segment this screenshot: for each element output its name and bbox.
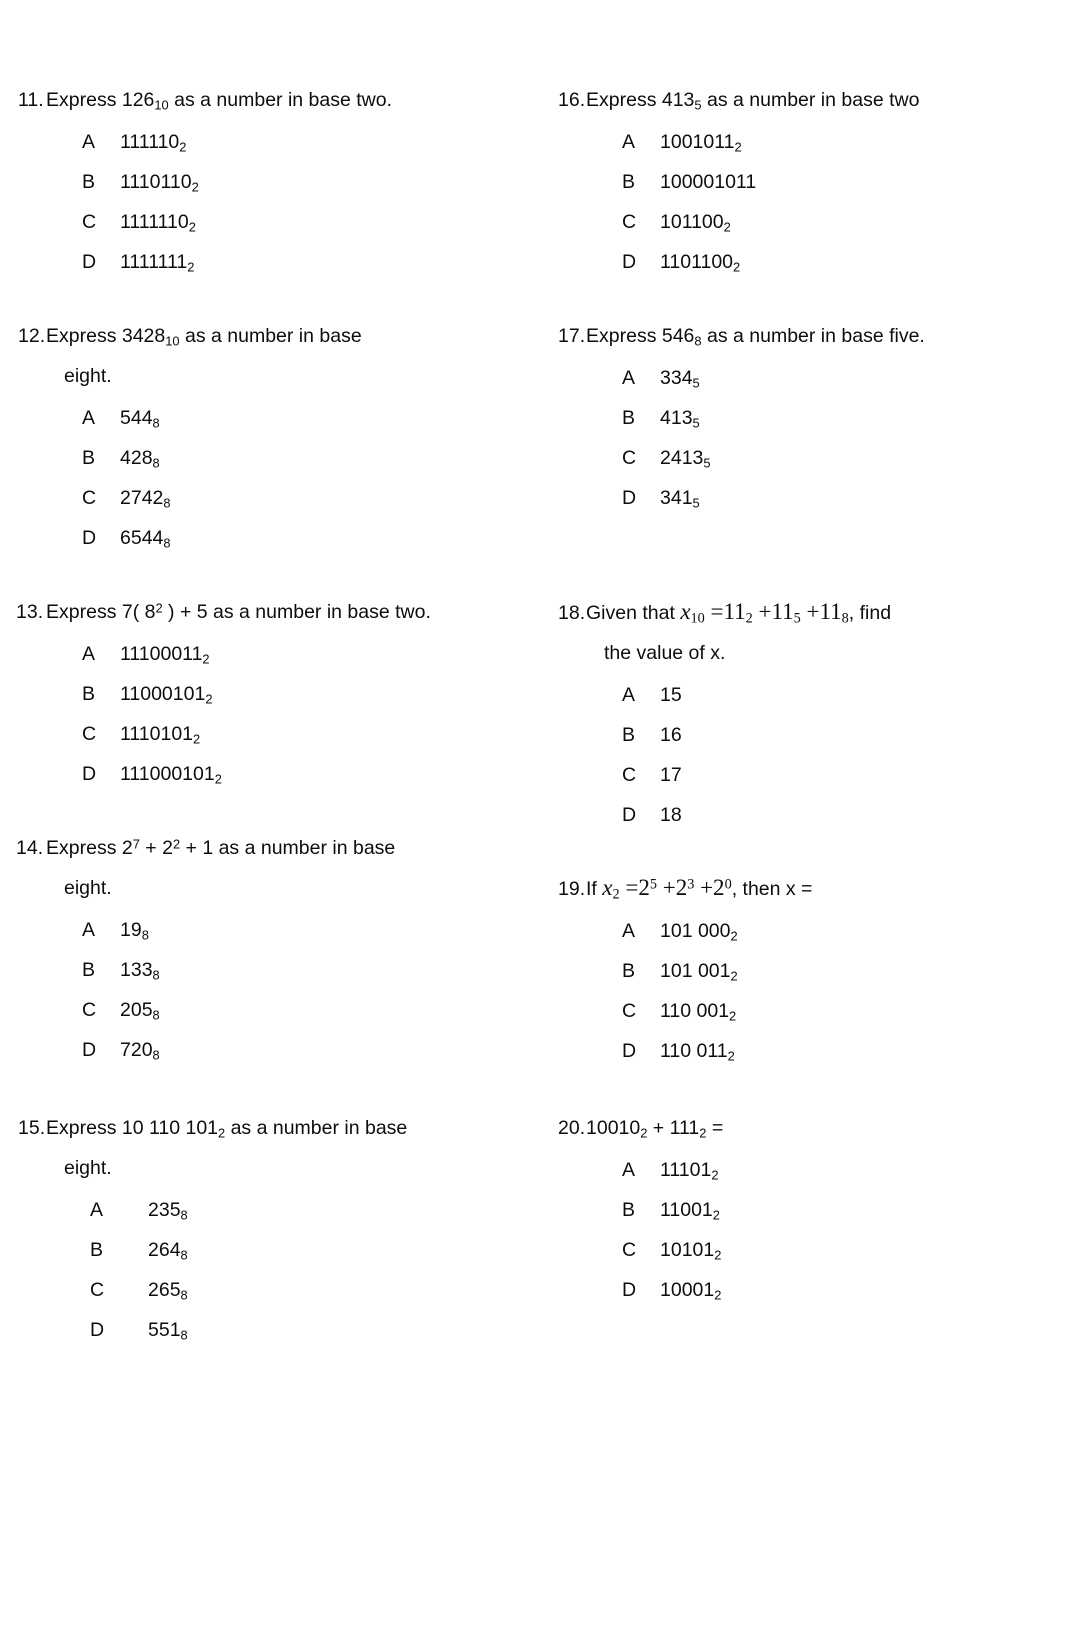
- option-row[interactable]: [0, 438, 540, 478]
- option-value: 413: [660, 407, 693, 429]
- option-letter: A: [622, 367, 636, 389]
- option-value: 1110110: [120, 171, 192, 193]
- option-value: 264: [148, 1239, 181, 1261]
- question-12: [0, 316, 540, 558]
- question-15: [0, 1108, 540, 1350]
- question-13-stem-post: ) + 5 as a number in base two.: [162, 601, 431, 623]
- option-letter: A: [82, 131, 96, 153]
- option-row[interactable]: [0, 910, 540, 950]
- option-letter: B: [82, 447, 96, 469]
- option-value: 11100011: [120, 643, 203, 665]
- option-base-subscript: 5: [692, 375, 700, 391]
- question-19-stem-tail: , then x =: [731, 878, 813, 900]
- option-letter: B: [622, 960, 636, 982]
- option-letter: A: [82, 407, 96, 429]
- question-12-options: [0, 398, 540, 558]
- option-base-subscript: 2: [202, 651, 210, 667]
- option-base-subscript: 8: [152, 1007, 160, 1023]
- question-20-stem-mid: + 111: [647, 1117, 700, 1139]
- question-13-number: 13.: [16, 601, 44, 623]
- option-letter: B: [82, 171, 96, 193]
- option-row[interactable]: [540, 991, 1080, 1031]
- option-row[interactable]: [0, 950, 540, 990]
- question-18-stem-tail: , find: [848, 602, 892, 624]
- option-value: 2413: [660, 447, 704, 469]
- option-base-subscript: 8: [180, 1287, 188, 1303]
- option-letter: C: [622, 1239, 637, 1261]
- option-row[interactable]: [540, 242, 1080, 282]
- option-letter: B: [90, 1239, 104, 1261]
- question-13-stem-pre: Express 7( 8: [46, 601, 156, 623]
- question-19-math-expression: $x_2 =2^5 +2^3 +2^0$: [602, 875, 732, 903]
- option-base-subscript: 2: [193, 731, 201, 747]
- question-16-number: 16.: [558, 89, 586, 111]
- option-base-subscript: 2: [723, 219, 731, 235]
- option-row[interactable]: [0, 518, 540, 558]
- question-14-exponent-1: 7: [132, 836, 140, 852]
- option-letter: B: [622, 1199, 636, 1221]
- option-row[interactable]: [0, 1030, 540, 1070]
- question-18-number: 18.: [558, 602, 586, 624]
- option-value: 2742: [120, 487, 164, 509]
- option-value: 6544: [120, 527, 164, 549]
- question-15-stem-subscript: 2: [218, 1125, 226, 1141]
- option-letter: C: [82, 487, 97, 509]
- option-base-subscript: 5: [703, 455, 711, 471]
- question-16-stem-subscript: 5: [694, 97, 702, 113]
- question-15-stem-pre: Express 10 110 101: [46, 1117, 219, 1139]
- option-row[interactable]: [540, 951, 1080, 991]
- question-11-stem: [0, 80, 540, 120]
- option-letter: D: [622, 804, 637, 826]
- option-base-subscript: 2: [187, 259, 195, 275]
- option-row[interactable]: [0, 634, 540, 674]
- question-19: [540, 868, 1080, 1071]
- option-row[interactable]: [0, 242, 540, 282]
- option-letter: D: [622, 1040, 637, 1062]
- option-value: 17: [660, 764, 682, 786]
- option-base-subscript: 8: [141, 927, 149, 943]
- option-value: 133: [120, 959, 153, 981]
- option-value: 110 011: [660, 1040, 728, 1062]
- option-row[interactable]: [540, 398, 1080, 438]
- option-base-subscript: 8: [152, 455, 160, 471]
- question-20-number: 20.: [558, 1117, 586, 1139]
- option-base-subscript: 2: [712, 1207, 720, 1223]
- option-base-subscript: 2: [733, 259, 741, 275]
- option-letter: D: [82, 251, 97, 273]
- option-row[interactable]: [540, 1190, 1080, 1230]
- question-20-subscript-2: 2: [699, 1125, 707, 1141]
- option-value: 18: [660, 804, 682, 826]
- question-13-options: [0, 634, 540, 794]
- option-value: 1111111: [120, 251, 188, 273]
- option-row[interactable]: [0, 202, 540, 242]
- option-value: 265: [148, 1279, 181, 1301]
- option-letter: A: [622, 1159, 636, 1181]
- option-value: 1101100: [660, 251, 734, 273]
- question-12-stem-pre: Express 3428: [46, 325, 166, 347]
- question-18-continuation: the value of x.: [604, 642, 726, 664]
- question-13-stem: [0, 592, 540, 632]
- question-18-stem-lead: Given that: [586, 602, 681, 624]
- option-row[interactable]: [540, 1150, 1080, 1190]
- option-base-subscript: 8: [163, 495, 171, 511]
- option-row[interactable]: [0, 1270, 540, 1310]
- option-row[interactable]: [0, 1230, 540, 1270]
- option-value: 551: [148, 1319, 181, 1341]
- question-19-stem: [540, 868, 1080, 909]
- question-11-stem-pre: Express 126: [46, 89, 155, 111]
- question-12-number: 12.: [18, 325, 46, 347]
- question-17-stem-pre: Express 546: [586, 325, 695, 347]
- option-base-subscript: 8: [180, 1247, 188, 1263]
- option-letter: D: [82, 1039, 97, 1061]
- option-base-subscript: 2: [730, 968, 738, 984]
- option-base-subscript: 2: [205, 691, 213, 707]
- option-value: 101100: [660, 211, 724, 233]
- question-11-stem-subscript: 10: [154, 97, 169, 113]
- question-16: [540, 80, 1080, 282]
- option-value: 10101: [660, 1239, 715, 1261]
- option-letter: A: [622, 131, 636, 153]
- option-base-subscript: 2: [729, 1008, 737, 1024]
- question-17-options: [540, 358, 1080, 518]
- option-letter: B: [622, 171, 636, 193]
- option-row[interactable]: [540, 911, 1080, 951]
- question-17: [540, 316, 1080, 518]
- option-row[interactable]: [0, 1190, 540, 1230]
- option-base-subscript: 2: [734, 139, 742, 155]
- option-base-subscript: 2: [714, 1287, 722, 1303]
- option-value: 428: [120, 447, 153, 469]
- question-16-stem-post: as a number in base two: [701, 89, 920, 111]
- option-value: 720: [120, 1039, 153, 1061]
- option-letter: B: [622, 724, 636, 746]
- question-12-stem-subscript: 10: [165, 333, 180, 349]
- question-20-options: [540, 1150, 1080, 1310]
- question-18-options: [540, 675, 1080, 835]
- option-base-subscript: 2: [730, 928, 738, 944]
- question-17-stem-subscript: 8: [694, 333, 702, 349]
- option-row[interactable]: [0, 478, 540, 518]
- option-value: 19: [120, 919, 142, 941]
- option-row[interactable]: [540, 162, 1080, 202]
- option-value: 10001: [660, 1279, 715, 1301]
- question-20: [540, 1108, 1080, 1310]
- option-letter: A: [82, 643, 96, 665]
- option-value: 111000101: [120, 763, 215, 785]
- option-letter: C: [82, 211, 97, 233]
- question-11-stem-post: as a number in base two.: [168, 89, 393, 111]
- option-value: 11000101: [120, 683, 206, 705]
- question-15-number: 15.: [18, 1117, 46, 1139]
- option-row[interactable]: [0, 1310, 540, 1350]
- option-letter: C: [82, 723, 97, 745]
- question-18-stem: [540, 592, 1080, 633]
- question-15-stem-post: as a number in base: [225, 1117, 408, 1139]
- question-14-stem-mid: + 2: [139, 837, 173, 859]
- option-row[interactable]: [540, 438, 1080, 478]
- question-20-stem-post: =: [706, 1117, 724, 1139]
- option-value: 11001: [660, 1199, 713, 1221]
- question-14: [0, 828, 540, 1070]
- option-row[interactable]: [540, 1230, 1080, 1270]
- question-13-exponent: 2: [155, 600, 163, 616]
- option-row[interactable]: [0, 162, 540, 202]
- option-base-subscript: 8: [152, 967, 160, 983]
- option-row[interactable]: [540, 358, 1080, 398]
- question-20-stem: [540, 1108, 1080, 1148]
- question-14-stem-post: + 1 as a number in base: [180, 837, 396, 859]
- option-letter: D: [82, 763, 97, 785]
- option-row[interactable]: [540, 795, 1080, 835]
- option-letter: A: [90, 1199, 104, 1221]
- option-row[interactable]: [0, 714, 540, 754]
- question-14-number: 14.: [16, 837, 44, 859]
- option-letter: D: [90, 1319, 105, 1341]
- option-row[interactable]: [0, 398, 540, 438]
- option-value: 110 001: [660, 1000, 730, 1022]
- option-base-subscript: 8: [180, 1327, 188, 1343]
- option-row[interactable]: [540, 478, 1080, 518]
- option-letter: B: [82, 683, 96, 705]
- question-20-subscript-1: 2: [640, 1125, 648, 1141]
- question-16-stem: [540, 80, 1080, 120]
- question-19-stem-lead: If: [586, 878, 603, 900]
- option-letter: D: [622, 487, 637, 509]
- option-base-subscript: 2: [711, 1167, 719, 1183]
- option-letter: B: [82, 959, 96, 981]
- option-letter: A: [622, 684, 636, 706]
- option-base-subscript: 2: [727, 1048, 735, 1064]
- option-value: 1001011: [660, 131, 735, 153]
- question-11-number: 11.: [18, 89, 44, 111]
- question-16-stem-pre: Express 413: [586, 89, 695, 111]
- option-base-subscript: 2: [188, 219, 196, 235]
- question-19-options: [540, 911, 1080, 1071]
- option-letter: C: [90, 1279, 105, 1301]
- option-base-subscript: 2: [191, 179, 199, 195]
- option-value: 101 000: [660, 920, 731, 942]
- option-base-subscript: 2: [214, 771, 222, 787]
- option-base-subscript: 8: [180, 1207, 188, 1223]
- question-17-stem: [540, 316, 1080, 356]
- option-value: 15: [660, 684, 682, 706]
- question-18-math-expression: $x_{10} =11_2 +11_5 +11_8$: [680, 599, 849, 627]
- question-14-continuation: eight.: [64, 877, 112, 899]
- question-14-exponent-2: 2: [172, 836, 181, 852]
- option-base-subscript: 8: [163, 535, 171, 551]
- question-16-options: [540, 122, 1080, 282]
- option-row[interactable]: [540, 1031, 1080, 1071]
- option-letter: C: [622, 211, 637, 233]
- option-letter: D: [622, 1279, 637, 1301]
- question-18: [540, 592, 1080, 835]
- option-row[interactable]: [540, 122, 1080, 162]
- question-14-options: [0, 910, 540, 1070]
- option-value: 16: [660, 724, 682, 746]
- option-row[interactable]: [540, 715, 1080, 755]
- option-row[interactable]: [0, 754, 540, 794]
- question-12-stem-post: as a number in base: [179, 325, 362, 347]
- option-base-subscript: 5: [692, 415, 700, 431]
- question-14-stem-pre: Express 2: [46, 837, 133, 859]
- question-17-number: 17.: [558, 325, 586, 347]
- question-12-continuation: eight.: [64, 365, 112, 387]
- option-letter: B: [622, 407, 636, 429]
- option-row[interactable]: [540, 1270, 1080, 1310]
- option-letter: C: [82, 999, 97, 1021]
- option-letter: A: [82, 919, 96, 941]
- question-17-stem-post: as a number in base five.: [701, 325, 925, 347]
- option-base-subscript: 2: [714, 1247, 722, 1263]
- option-value: 205: [120, 999, 153, 1021]
- option-letter: C: [622, 1000, 637, 1022]
- option-value: 1110101: [120, 723, 194, 745]
- option-value: 101 001: [660, 960, 731, 982]
- option-value: 334: [660, 367, 693, 389]
- option-row[interactable]: [0, 990, 540, 1030]
- question-11-options: [0, 122, 540, 282]
- option-letter: D: [82, 527, 97, 549]
- option-letter: D: [622, 251, 637, 273]
- option-letter: C: [622, 447, 637, 469]
- option-row[interactable]: [0, 674, 540, 714]
- question-20-stem-pre: 10010: [586, 1117, 641, 1139]
- option-letter: C: [622, 764, 637, 786]
- question-11: [0, 80, 540, 282]
- question-15-stem: [0, 1108, 540, 1148]
- option-row[interactable]: [0, 122, 540, 162]
- option-value: 235: [148, 1199, 181, 1221]
- option-value: 544: [120, 407, 153, 429]
- question-13: [0, 592, 540, 794]
- option-letter: A: [622, 920, 636, 942]
- question-19-number: 19.: [558, 878, 586, 900]
- question-12-stem: [0, 316, 540, 356]
- option-value: 100001011: [660, 171, 757, 193]
- option-base-subscript: 8: [152, 415, 160, 431]
- option-value: 1111110: [120, 211, 189, 233]
- question-15-options: [0, 1190, 540, 1350]
- option-value: 111110: [120, 131, 180, 153]
- option-value: 11101: [660, 1159, 712, 1181]
- option-row[interactable]: [540, 202, 1080, 242]
- question-14-stem: [0, 828, 540, 868]
- question-15-continuation: eight.: [64, 1157, 112, 1179]
- option-base-subscript: 2: [179, 139, 187, 155]
- option-value: 341: [660, 487, 693, 509]
- option-base-subscript: 8: [152, 1047, 160, 1063]
- option-base-subscript: 5: [692, 495, 700, 511]
- option-row[interactable]: [540, 675, 1080, 715]
- option-row[interactable]: [540, 755, 1080, 795]
